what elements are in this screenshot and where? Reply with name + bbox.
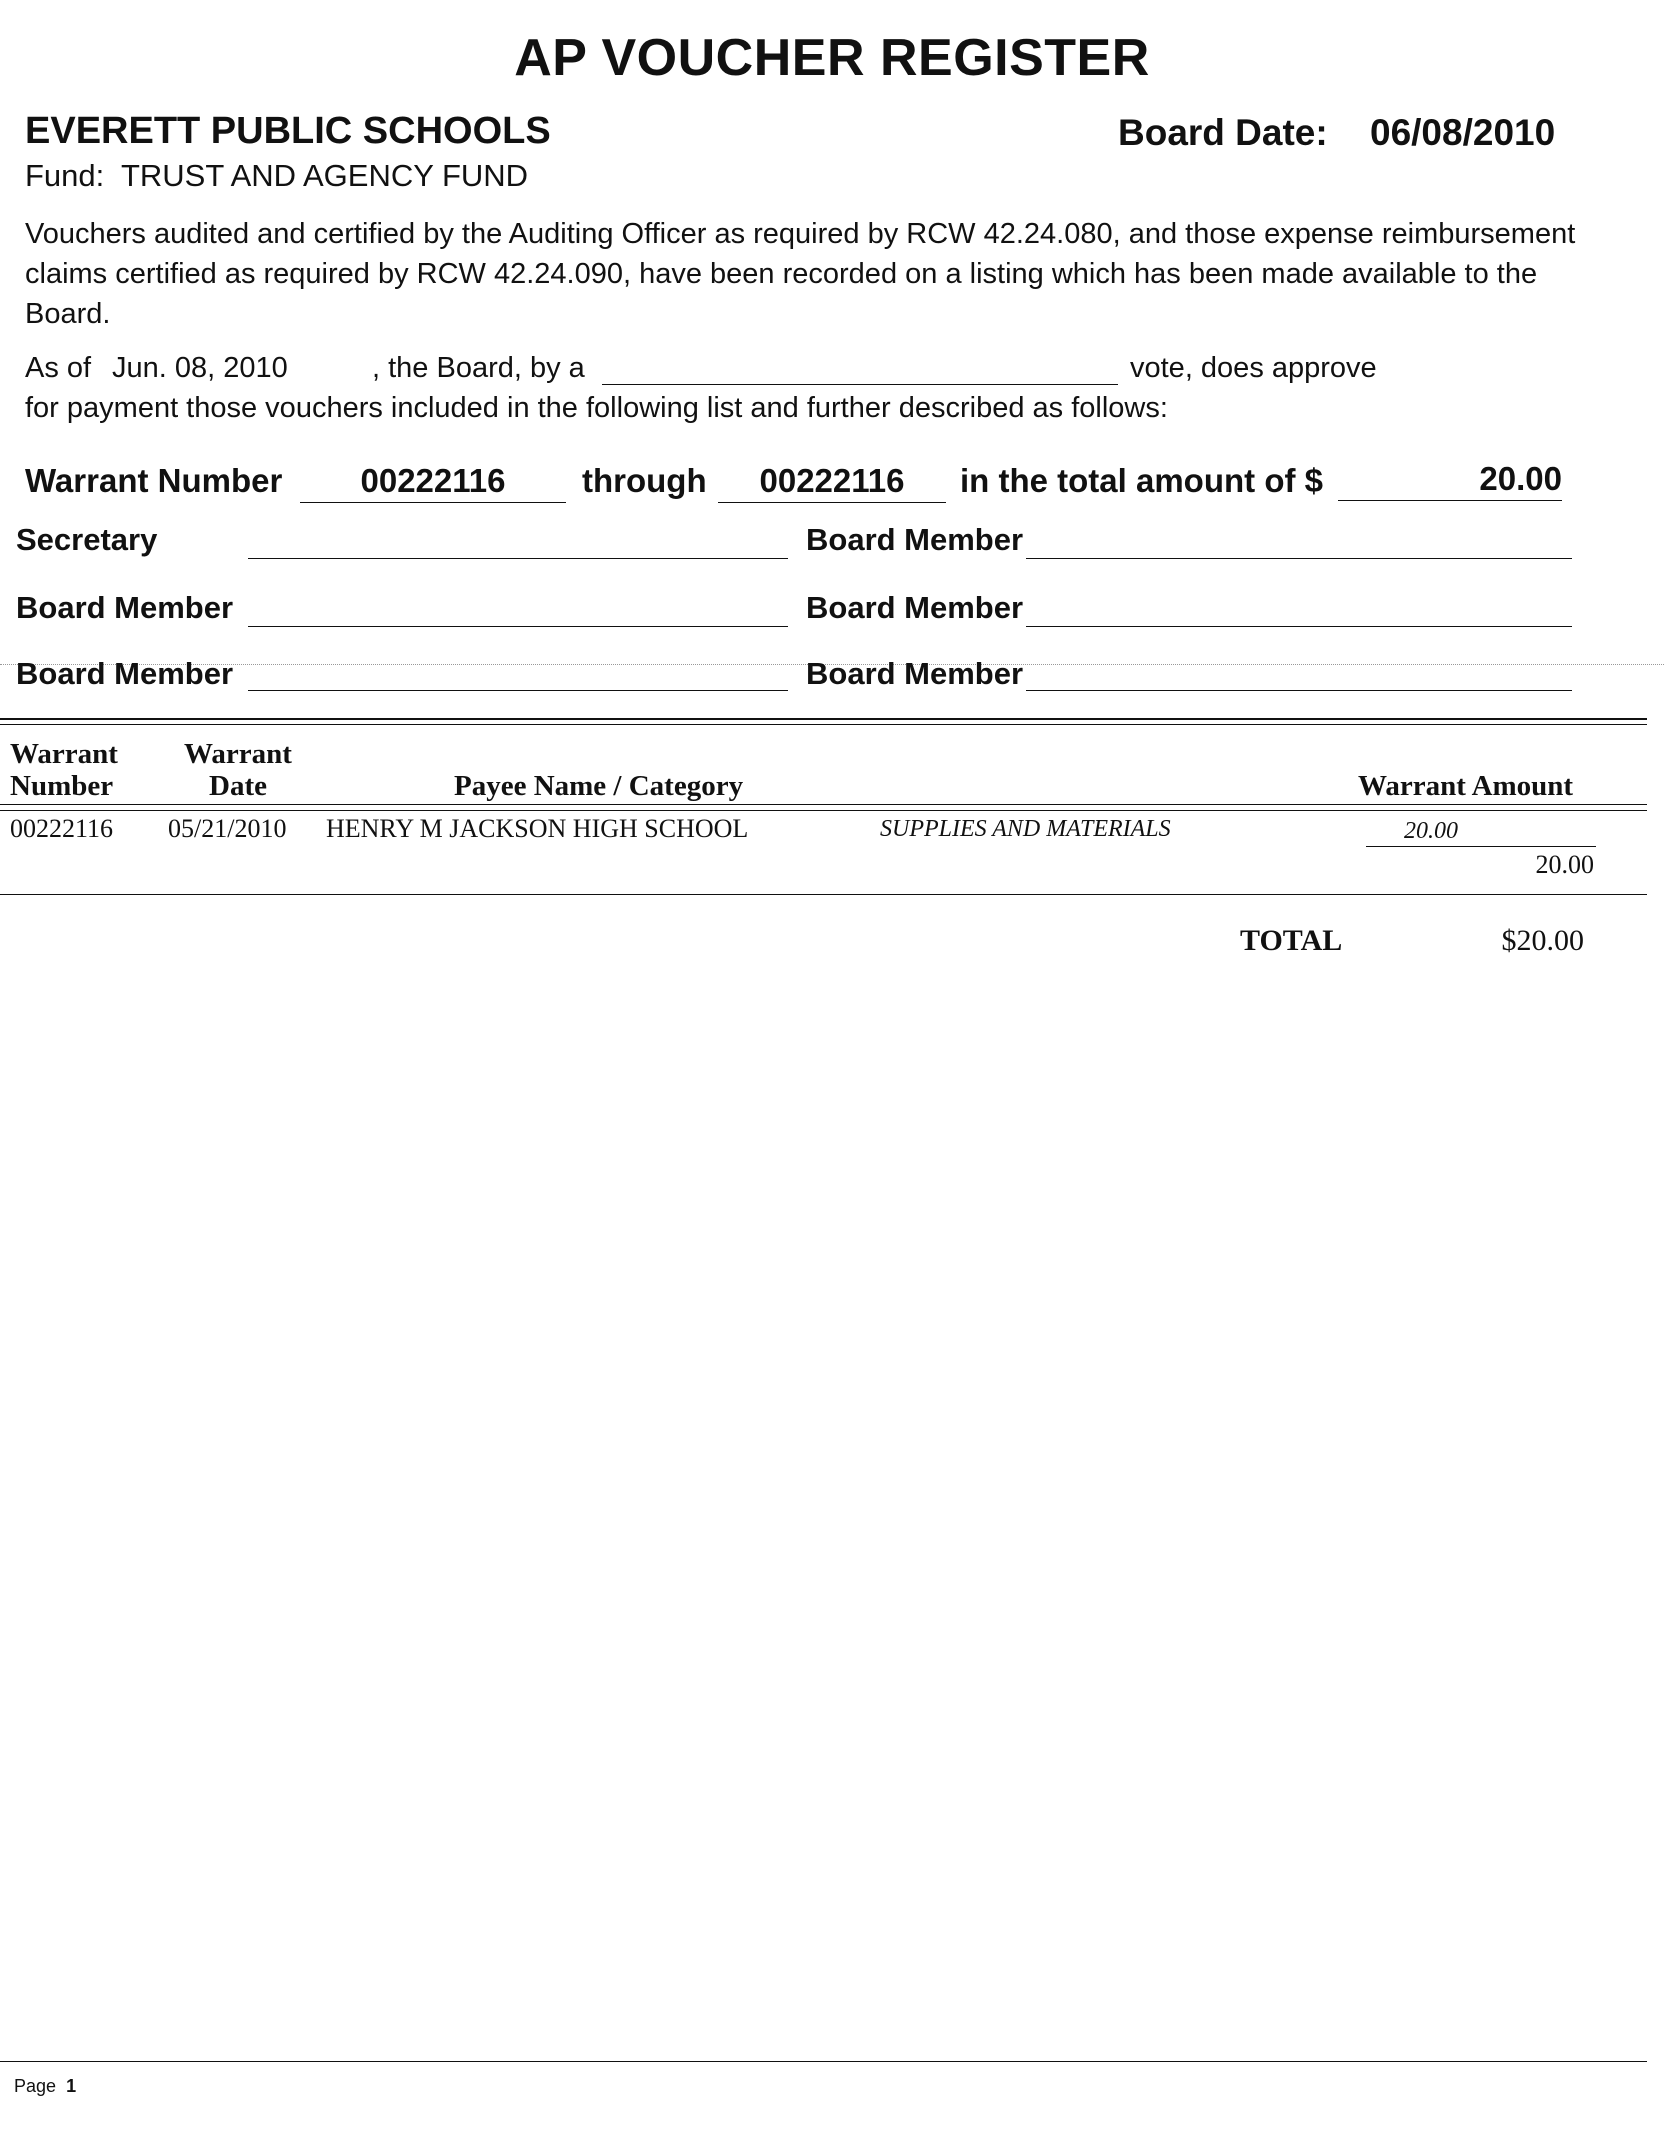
total-value: $20.00 (1501, 924, 1584, 957)
col-amount-header: Warrant Amount (1358, 770, 1574, 802)
header-bottom-rule (0, 804, 1647, 805)
page-number: 1 (66, 2076, 77, 2096)
total-amount-value: 20.00 (1338, 460, 1562, 501)
fund-label: Fund: (25, 158, 105, 193)
page-label: Page (14, 2076, 57, 2096)
board-date-label: Board Date: (1118, 112, 1328, 153)
secretary-label: Secretary (16, 522, 158, 557)
table-top-rule (0, 724, 1647, 725)
row-warrant-amount: 20.00 (1535, 850, 1594, 879)
page-indicator (14, 2076, 76, 2097)
board-member-label: Board Member (16, 590, 234, 625)
organization-name: EVERETT PUBLIC SCHOOLS (25, 110, 551, 152)
row-payee: HENRY M JACKSON HIGH SCHOOL (326, 814, 749, 843)
header-line: Warrant (10, 738, 118, 770)
header-line: Number (10, 770, 114, 802)
col-warrant-date-header (176, 738, 300, 802)
total-label: TOTAL (1240, 924, 1343, 957)
footer-rule (0, 2061, 1647, 2062)
row-line-amount: 20.00 (1404, 818, 1458, 844)
col-warrant-number-header (10, 738, 140, 802)
board-member-signature-line[interactable] (1026, 558, 1572, 559)
page-title: AP VOUCHER REGISTER (514, 29, 1150, 87)
secretary-signature-line[interactable] (248, 558, 788, 559)
row-category: SUPPLIES AND MATERIALS (880, 816, 1171, 842)
warrant-number-to: 00222116 (718, 462, 946, 503)
board-member-signature-line[interactable] (1026, 626, 1572, 627)
row-warrant-number: 00222116 (10, 814, 114, 843)
warrant-number-from: 00222116 (300, 462, 566, 503)
board-member-label: Board Member (806, 522, 1024, 557)
board-member-signature-line[interactable] (1026, 690, 1572, 691)
board-member-signature-line[interactable] (248, 690, 788, 691)
fund-name: TRUST AND AGENCY FUND (120, 158, 529, 193)
through-label: through (582, 462, 707, 499)
subtotal-rule (1366, 846, 1596, 847)
header-bottom-rule (0, 810, 1647, 811)
board-by-text: , the Board, by a (372, 352, 585, 384)
row-warrant-date: 05/21/2010 (168, 814, 287, 843)
col-payee-header: Payee Name / Category (454, 770, 744, 802)
board-member-label: Board Member (16, 656, 234, 691)
header-line: Warrant (184, 738, 292, 770)
table-top-rule (0, 718, 1647, 720)
total-amount-label: in the total amount of $ (960, 462, 1323, 499)
table-bottom-rule (0, 894, 1647, 895)
warrant-number-label: Warrant Number (25, 462, 283, 499)
fund-line (25, 158, 528, 194)
as-of-label: As of (25, 352, 92, 384)
certification-paragraph: Vouchers audited and certified by the Auditing Officer as required by RCW 42.24.080, and those expense reimbursement claims certified as required by RCW 42.24.090, have been recorded on a listing which has been made available to the Board. (25, 218, 1576, 330)
payment-text: for payment those vouchers included in the following list and further described as follows: (25, 392, 1168, 424)
board-member-label: Board Member (806, 590, 1024, 625)
vote-text: vote, does approve (1130, 352, 1377, 384)
vote-blank-line[interactable] (602, 384, 1118, 385)
as-of-date: Jun. 08, 2010 (112, 352, 288, 384)
board-member-label: Board Member (806, 656, 1024, 691)
board-date-value: 06/08/2010 (1370, 112, 1556, 153)
board-member-signature-line[interactable] (248, 626, 788, 627)
header-line: Date (209, 770, 267, 802)
